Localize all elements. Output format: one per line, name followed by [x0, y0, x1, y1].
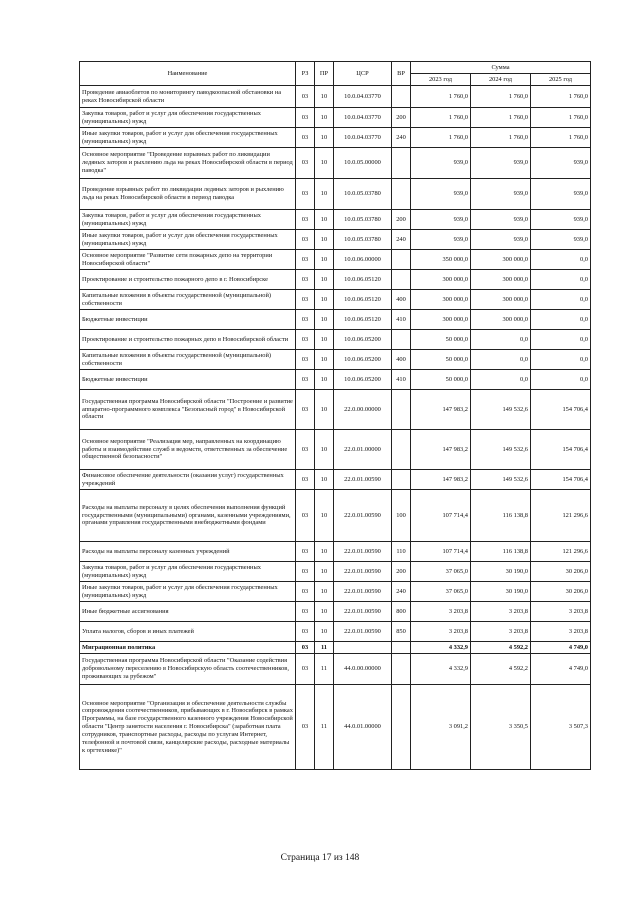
table-row — [80, 582, 591, 602]
row-csr: 22.0.01.00590 — [334, 582, 392, 602]
row-csr: 10.0.04.03770 — [334, 86, 392, 108]
row-pr: 11 — [315, 642, 334, 654]
row-2025: 939,0 — [531, 179, 591, 210]
row-rz: 03 — [296, 562, 315, 582]
row-2023: 939,0 — [411, 148, 471, 179]
row-2025: 0,0 — [531, 310, 591, 330]
row-rz: 03 — [296, 86, 315, 108]
row-name: Иные закупки товаров, работ и услуг для обеспечения государственных (муниципальных) нужд — [80, 230, 296, 250]
row-2023: 37 065,0 — [411, 582, 471, 602]
row-csr: 22.0.01.00590 — [334, 602, 392, 622]
row-pr: 10 — [315, 562, 334, 582]
row-2023: 939,0 — [411, 230, 471, 250]
row-2023: 1 760,0 — [411, 108, 471, 128]
row-vr — [392, 179, 411, 210]
row-2023: 147 983,2 — [411, 390, 471, 430]
row-csr: 10.0.06.05120 — [334, 270, 392, 290]
row-2023: 107 714,4 — [411, 490, 471, 542]
row-rz: 03 — [296, 602, 315, 622]
row-2023: 4 332,9 — [411, 642, 471, 654]
row-2025: 3 203,8 — [531, 602, 591, 622]
table-row — [80, 210, 591, 230]
row-2024: 30 190,0 — [471, 582, 531, 602]
row-2024: 300 000,0 — [471, 290, 531, 310]
row-2024: 1 760,0 — [471, 86, 531, 108]
row-vr: 850 — [392, 622, 411, 642]
row-rz: 03 — [296, 250, 315, 270]
header-year-2024: 2024 год — [471, 74, 531, 86]
row-name: Иные закупки товаров, работ и услуг для обеспечения государственных (муниципальных) нужд — [80, 128, 296, 148]
row-csr: 22.0.01.00590 — [334, 622, 392, 642]
table-row — [80, 179, 591, 210]
row-2025: 939,0 — [531, 230, 591, 250]
row-name: Закупка товаров, работ и услуг для обеспечения государственных (муниципальных) нужд — [80, 210, 296, 230]
row-vr — [392, 430, 411, 470]
row-name: Основное мероприятие "Развитие сети пожарных депо на территории Новосибирской области" — [80, 250, 296, 270]
row-rz: 03 — [296, 290, 315, 310]
row-pr: 11 — [315, 654, 334, 685]
row-2023: 300 000,0 — [411, 310, 471, 330]
row-csr: 22.0.00.00000 — [334, 390, 392, 430]
row-2025: 0,0 — [531, 270, 591, 290]
row-vr — [392, 390, 411, 430]
row-csr: 10.0.04.03770 — [334, 128, 392, 148]
row-2023: 350 000,0 — [411, 250, 471, 270]
table-row — [80, 685, 591, 770]
header-year-2023: 2023 год — [411, 74, 471, 86]
row-pr: 10 — [315, 310, 334, 330]
row-vr: 410 — [392, 370, 411, 390]
row-2025: 30 206,0 — [531, 562, 591, 582]
row-rz: 03 — [296, 642, 315, 654]
budget-table — [79, 61, 591, 770]
table-row — [80, 542, 591, 562]
row-pr: 10 — [315, 430, 334, 470]
row-rz: 03 — [296, 128, 315, 148]
row-csr: 10.0.05.00000 — [334, 148, 392, 179]
row-name: Капитальные вложения в объекты государственной (муниципальной) собственности — [80, 350, 296, 370]
row-rz: 03 — [296, 582, 315, 602]
row-name: Проведение взрывных работ по ликвидации ледяных заторов и рыхлению льда на реках Новосибирской области в период паводка — [80, 179, 296, 210]
table-row — [80, 490, 591, 542]
row-name: Уплата налогов, сборов и иных платежей — [80, 622, 296, 642]
row-name: Бюджетные инвестиции — [80, 310, 296, 330]
row-pr: 10 — [315, 470, 334, 490]
table-row — [80, 128, 591, 148]
row-2024: 3 203,8 — [471, 622, 531, 642]
row-2024: 0,0 — [471, 350, 531, 370]
row-2023: 300 000,0 — [411, 290, 471, 310]
page-number: Страница 17 из 148 — [280, 853, 360, 863]
row-csr: 10.0.05.03780 — [334, 179, 392, 210]
row-2023: 1 760,0 — [411, 128, 471, 148]
row-csr: 22.0.01.00590 — [334, 490, 392, 542]
table-row — [80, 654, 591, 685]
row-2024: 939,0 — [471, 230, 531, 250]
row-2024: 30 190,0 — [471, 562, 531, 582]
row-2024: 0,0 — [471, 330, 531, 350]
row-2023: 3 203,8 — [411, 622, 471, 642]
row-2025: 3 203,8 — [531, 622, 591, 642]
table-row — [80, 602, 591, 622]
row-2025: 0,0 — [531, 250, 591, 270]
row-2025: 1 760,0 — [531, 86, 591, 108]
row-csr: 10.0.06.05200 — [334, 330, 392, 350]
row-csr: 10.0.06.00000 — [334, 250, 392, 270]
row-rz: 03 — [296, 270, 315, 290]
row-2023: 50 000,0 — [411, 370, 471, 390]
row-2023: 37 065,0 — [411, 562, 471, 582]
row-2025: 1 760,0 — [531, 108, 591, 128]
row-2024: 116 138,8 — [471, 490, 531, 542]
row-2023: 939,0 — [411, 210, 471, 230]
row-vr — [392, 148, 411, 179]
table-row — [80, 108, 591, 128]
row-2025: 0,0 — [531, 350, 591, 370]
table-row — [80, 290, 591, 310]
row-vr: 100 — [392, 490, 411, 542]
row-pr: 10 — [315, 86, 334, 108]
row-csr — [334, 642, 392, 654]
row-rz: 03 — [296, 350, 315, 370]
row-2025: 121 296,6 — [531, 490, 591, 542]
row-name: Основное мероприятие "Проведение взрывных работ по ликвидации ледяных заторов и рыхлению льда на реках Новосибирской области в период паводка" — [80, 148, 296, 179]
row-2025: 4 749,0 — [531, 654, 591, 685]
row-2024: 939,0 — [471, 148, 531, 179]
table-row — [80, 370, 591, 390]
row-vr: 200 — [392, 108, 411, 128]
row-vr: 200 — [392, 210, 411, 230]
table-row — [80, 310, 591, 330]
row-name: Проектирование и строительство пожарных депо в Новосибирской области — [80, 330, 296, 350]
row-csr: 22.0.01.00590 — [334, 470, 392, 490]
row-2025: 4 749,0 — [531, 642, 591, 654]
row-name: Расходы на выплаты персоналу казенных учреждений — [80, 542, 296, 562]
row-rz: 03 — [296, 685, 315, 770]
row-name: Бюджетные инвестиции — [80, 370, 296, 390]
row-2023: 50 000,0 — [411, 350, 471, 370]
row-csr: 10.0.04.03770 — [334, 108, 392, 128]
row-pr: 10 — [315, 542, 334, 562]
table-row — [80, 470, 591, 490]
header-rz: РЗ — [296, 62, 315, 86]
row-vr — [392, 642, 411, 654]
row-name: Основное мероприятие "Организация и обеспечение деятельности службы сопровождения соотечественников, прибывающих в г. Новосибирск в рамках Программы, на базе государственного казенного учреждения Новосибирской области "Центр занятости населения г. Новосибирска" (заработная плата сотрудников, транспортные расходы, расходы по услугам Интернет, телефонной и почтовой связи, канцелярские расходы, расходные материалы к оргтехнике)" — [80, 685, 296, 770]
row-pr: 10 — [315, 148, 334, 179]
row-vr — [392, 270, 411, 290]
row-name: Иные бюджетные ассигнования — [80, 602, 296, 622]
row-2023: 107 714,4 — [411, 542, 471, 562]
row-vr — [392, 250, 411, 270]
row-2024: 149 532,6 — [471, 430, 531, 470]
row-2024: 939,0 — [471, 210, 531, 230]
table-row — [80, 562, 591, 582]
row-name: Расходы на выплаты персоналу в целях обеспечения выполнения функций государственными (муниципальными) органами, казенными учреждениями, органами управления государственными внебюджетными фондами — [80, 490, 296, 542]
row-rz: 03 — [296, 330, 315, 350]
row-csr: 22.0.01.00590 — [334, 542, 392, 562]
row-name: Миграционная политика — [80, 642, 296, 654]
row-2025: 154 706,4 — [531, 430, 591, 470]
row-name: Государственная программа Новосибирской области "Построение и развитие аппаратно-программного комплекса "Безопасный город" в Новосибирской области — [80, 390, 296, 430]
row-2025: 3 507,3 — [531, 685, 591, 770]
row-vr: 240 — [392, 582, 411, 602]
row-csr: 22.0.01.00590 — [334, 562, 392, 582]
row-2024: 4 592,2 — [471, 642, 531, 654]
row-2023: 300 000,0 — [411, 270, 471, 290]
header-year-2025: 2025 год — [531, 74, 591, 86]
row-2024: 4 592,2 — [471, 654, 531, 685]
row-2024: 3 350,5 — [471, 685, 531, 770]
row-name: Проектирование и строительство пожарного депо в г. Новосибирске — [80, 270, 296, 290]
row-rz: 03 — [296, 310, 315, 330]
row-vr: 400 — [392, 290, 411, 310]
row-vr: 240 — [392, 128, 411, 148]
row-2025: 154 706,4 — [531, 470, 591, 490]
row-name: Проведение авиаоблетов по мониторингу паводкоопасной обстановки на реках Новосибирской области — [80, 86, 296, 108]
row-vr: 240 — [392, 230, 411, 250]
row-rz: 03 — [296, 370, 315, 390]
row-pr: 10 — [315, 250, 334, 270]
header-name: Наименование — [80, 62, 296, 86]
row-pr: 10 — [315, 290, 334, 310]
row-csr: 10.0.06.05120 — [334, 310, 392, 330]
table-row — [80, 148, 591, 179]
table-row — [80, 390, 591, 430]
row-rz: 03 — [296, 179, 315, 210]
row-vr — [392, 685, 411, 770]
row-2024: 149 532,6 — [471, 390, 531, 430]
row-pr: 11 — [315, 685, 334, 770]
table-row — [80, 430, 591, 470]
row-vr — [392, 330, 411, 350]
row-csr: 10.0.06.05120 — [334, 290, 392, 310]
row-rz: 03 — [296, 108, 315, 128]
row-2025: 0,0 — [531, 330, 591, 350]
header-vr: ВР — [392, 62, 411, 86]
row-name: Капитальные вложения в объекты государственной (муниципальной) собственности — [80, 290, 296, 310]
row-pr: 10 — [315, 582, 334, 602]
row-csr: 10.0.06.05200 — [334, 370, 392, 390]
row-vr: 110 — [392, 542, 411, 562]
row-2023: 147 983,2 — [411, 430, 471, 470]
row-2024: 300 000,0 — [471, 270, 531, 290]
row-2023: 50 000,0 — [411, 330, 471, 350]
row-vr: 400 — [392, 350, 411, 370]
row-rz: 03 — [296, 542, 315, 562]
table-row — [80, 350, 591, 370]
table-row — [80, 622, 591, 642]
row-2025: 939,0 — [531, 148, 591, 179]
row-pr: 10 — [315, 128, 334, 148]
row-vr: 800 — [392, 602, 411, 622]
row-pr: 10 — [315, 390, 334, 430]
row-2023: 1 760,0 — [411, 86, 471, 108]
row-2023: 939,0 — [411, 179, 471, 210]
row-pr: 10 — [315, 179, 334, 210]
row-2023: 3 203,8 — [411, 602, 471, 622]
row-csr: 10.0.05.03780 — [334, 210, 392, 230]
row-2025: 30 206,0 — [531, 582, 591, 602]
row-2024: 300 000,0 — [471, 310, 531, 330]
table-row — [80, 86, 591, 108]
row-2025: 154 706,4 — [531, 390, 591, 430]
table-row — [80, 230, 591, 250]
row-2025: 121 296,6 — [531, 542, 591, 562]
row-pr: 10 — [315, 490, 334, 542]
row-pr: 10 — [315, 602, 334, 622]
row-csr: 10.0.05.03780 — [334, 230, 392, 250]
row-2023: 3 091,2 — [411, 685, 471, 770]
row-rz: 03 — [296, 430, 315, 470]
row-pr: 10 — [315, 350, 334, 370]
row-vr: 410 — [392, 310, 411, 330]
table-row — [80, 330, 591, 350]
row-rz: 03 — [296, 230, 315, 250]
row-rz: 03 — [296, 622, 315, 642]
row-vr: 200 — [392, 562, 411, 582]
row-2024: 0,0 — [471, 370, 531, 390]
row-2024: 939,0 — [471, 179, 531, 210]
table-row — [80, 270, 591, 290]
row-pr: 10 — [315, 622, 334, 642]
row-rz: 03 — [296, 490, 315, 542]
table-row — [80, 642, 591, 654]
row-2023: 4 332,9 — [411, 654, 471, 685]
row-2024: 116 138,8 — [471, 542, 531, 562]
row-name: Финансовое обеспечение деятельности (оказания услуг) государственных учреждений — [80, 470, 296, 490]
row-pr: 10 — [315, 270, 334, 290]
row-2025: 0,0 — [531, 290, 591, 310]
row-rz: 03 — [296, 654, 315, 685]
row-vr — [392, 86, 411, 108]
row-2025: 939,0 — [531, 210, 591, 230]
row-rz: 03 — [296, 470, 315, 490]
row-pr: 10 — [315, 210, 334, 230]
row-vr — [392, 654, 411, 685]
row-name: Закупка товаров, работ и услуг для обеспечения государственных (муниципальных) нужд — [80, 108, 296, 128]
row-2025: 0,0 — [531, 370, 591, 390]
row-pr: 10 — [315, 330, 334, 350]
header-csr: ЦСР — [334, 62, 392, 86]
row-2024: 3 203,8 — [471, 602, 531, 622]
row-pr: 10 — [315, 108, 334, 128]
header-sum: Сумма — [411, 62, 591, 74]
header-pr: ПР — [315, 62, 334, 86]
row-csr: 44.0.00.00000 — [334, 654, 392, 685]
table-row — [80, 250, 591, 270]
row-pr: 10 — [315, 370, 334, 390]
row-name: Государственная программа Новосибирской области "Оказание содействия добровольному переселению в Новосибирскую область соотечественников, проживающих за рубежом" — [80, 654, 296, 685]
row-vr — [392, 470, 411, 490]
row-rz: 03 — [296, 148, 315, 179]
row-2024: 300 000,0 — [471, 250, 531, 270]
row-rz: 03 — [296, 390, 315, 430]
row-2023: 147 983,2 — [411, 470, 471, 490]
row-csr: 44.0.01.00000 — [334, 685, 392, 770]
row-name: Иные закупки товаров, работ и услуг для обеспечения государственных (муниципальных) нужд — [80, 582, 296, 602]
row-2024: 1 760,0 — [471, 108, 531, 128]
row-csr: 10.0.06.05200 — [334, 350, 392, 370]
row-name: Основное мероприятие "Реализация мер, направленных на координацию работы и взаимодействие служб и ведомств, ответственных за обеспечение общественной безопасности" — [80, 430, 296, 470]
row-2025: 1 760,0 — [531, 128, 591, 148]
row-csr: 22.0.01.00000 — [334, 430, 392, 470]
row-rz: 03 — [296, 210, 315, 230]
row-2024: 149 532,6 — [471, 470, 531, 490]
row-pr: 10 — [315, 230, 334, 250]
row-name: Закупка товаров, работ и услуг для обеспечения государственных (муниципальных) нужд — [80, 562, 296, 582]
row-2024: 1 760,0 — [471, 128, 531, 148]
